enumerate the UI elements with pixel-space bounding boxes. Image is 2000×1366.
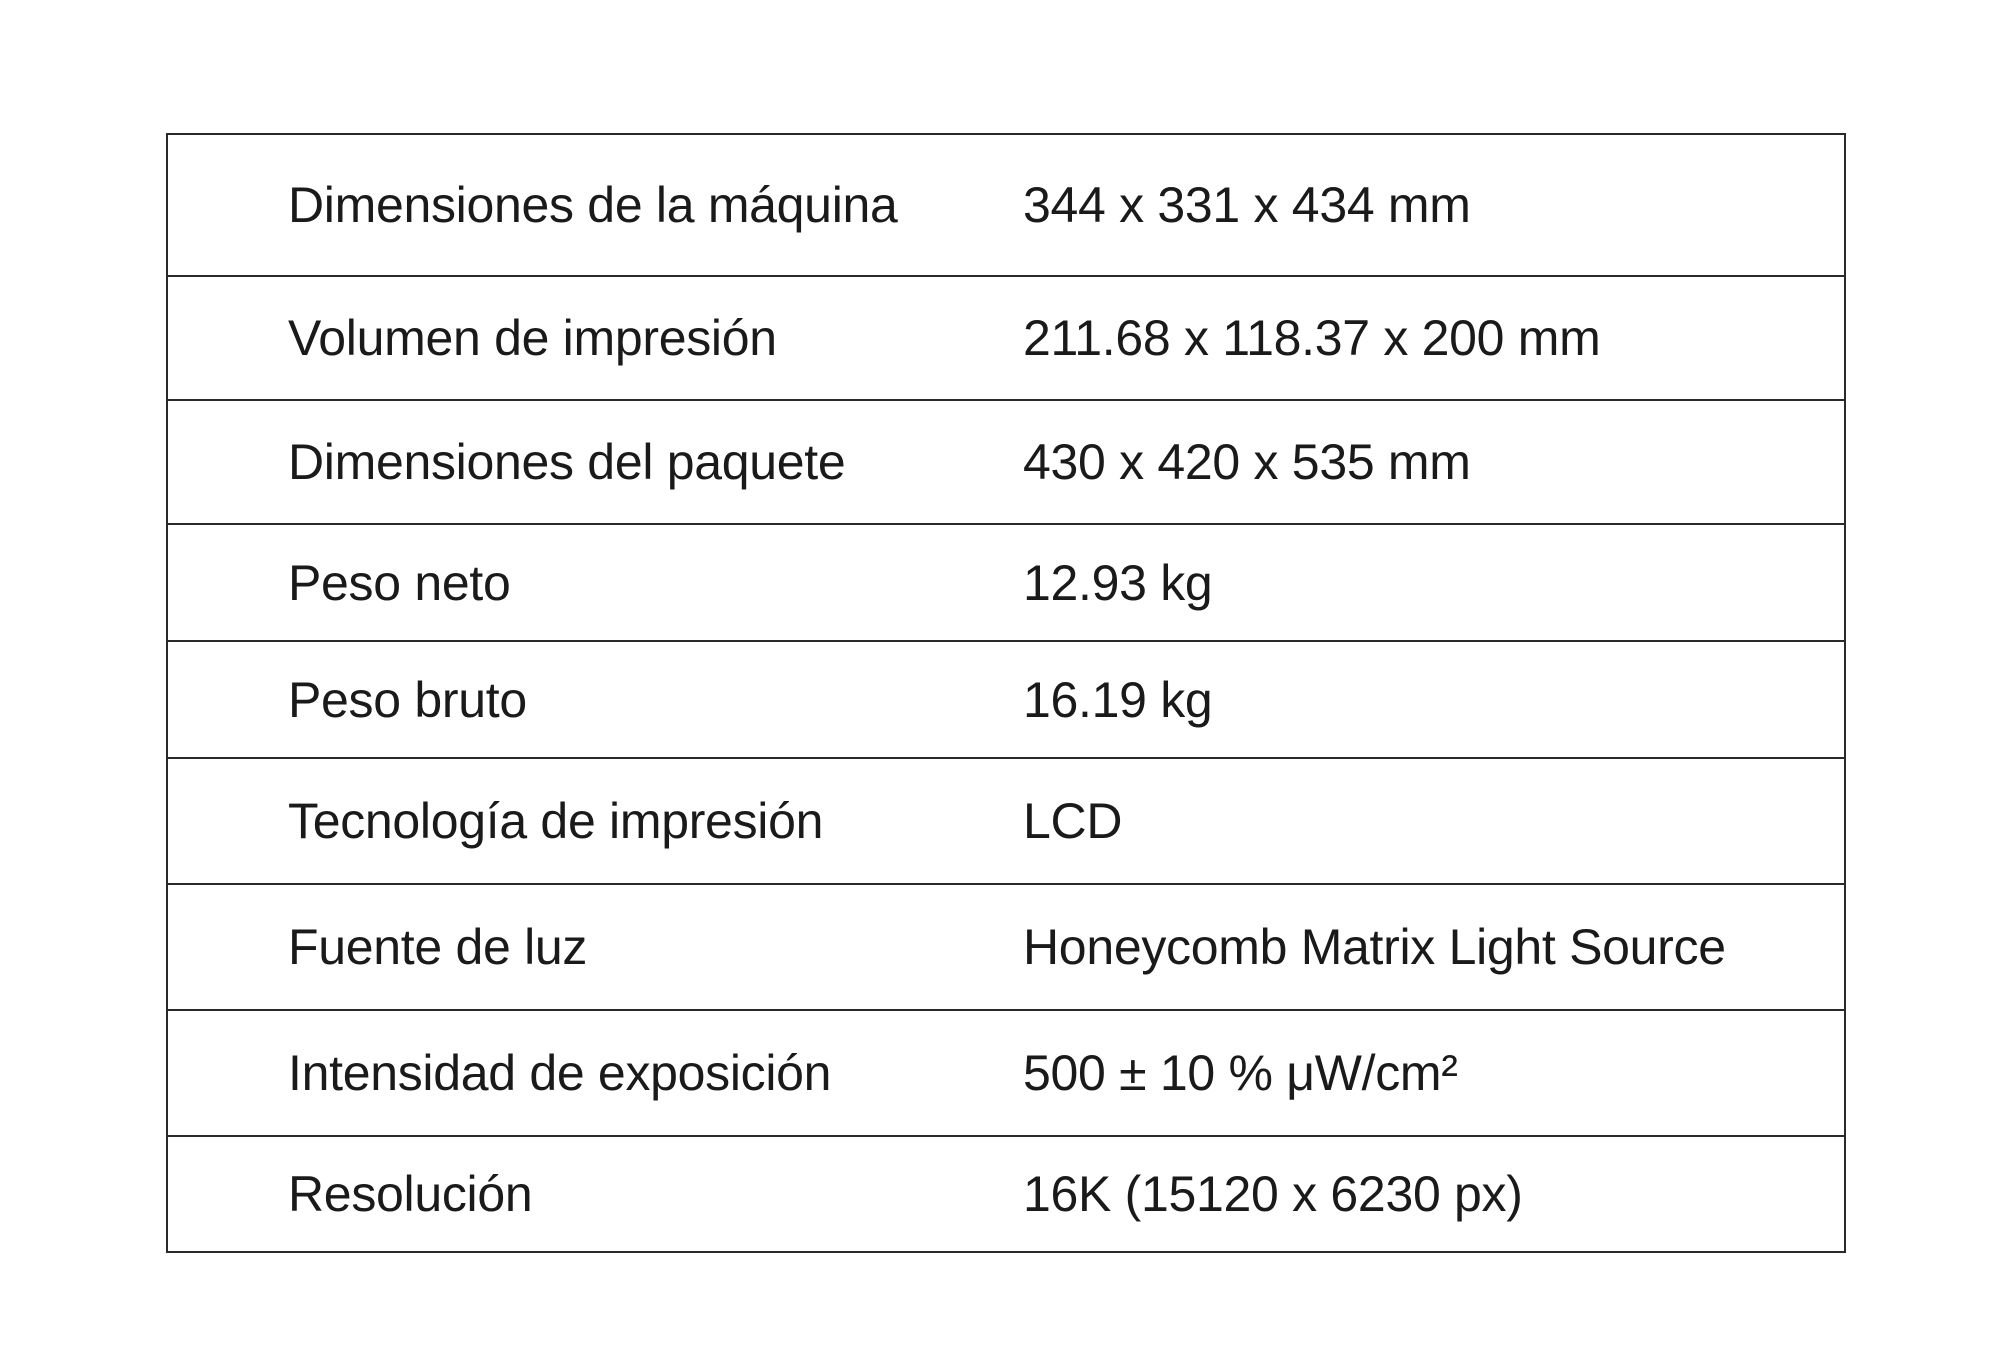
spec-row (168, 1137, 1844, 1251)
spec-label: Volumen de impresión (288, 310, 777, 366)
spec-value: 12.93 kg (1023, 554, 1213, 611)
spec-value: 344 x 331 x 434 mm (1023, 177, 1471, 233)
spec-row (168, 885, 1844, 1011)
spec-row (168, 401, 1844, 525)
spec-row (168, 525, 1844, 642)
spec-label: Fuente de luz (288, 919, 588, 975)
spec-value: 16K (15120 x 6230 px) (1023, 1166, 1523, 1222)
spec-value: 211.68 x 118.37 x 200 mm (1023, 310, 1601, 366)
spec-row (168, 759, 1844, 885)
spec-label: Peso neto (288, 554, 511, 611)
spec-label: Dimensiones de la máquina (288, 177, 898, 233)
spec-label: Dimensiones del paquete (288, 434, 846, 490)
spec-table (166, 133, 1846, 1253)
spec-label: Tecnología de impresión (288, 793, 824, 849)
spec-value: 430 x 420 x 535 mm (1023, 434, 1471, 490)
spec-row (168, 1011, 1844, 1137)
spec-row (168, 642, 1844, 759)
spec-value: Honeycomb Matrix Light Source (1023, 919, 1726, 975)
spec-row (168, 277, 1844, 401)
spec-value: 16.19 kg (1023, 671, 1213, 728)
spec-value: LCD (1023, 793, 1123, 849)
spec-label: Intensidad de exposición (288, 1045, 832, 1101)
spec-value: 500 ± 10 % μW/cm² (1023, 1045, 1458, 1101)
spec-label: Resolución (288, 1166, 533, 1222)
spec-label: Peso bruto (288, 671, 527, 728)
spec-row (168, 135, 1844, 277)
